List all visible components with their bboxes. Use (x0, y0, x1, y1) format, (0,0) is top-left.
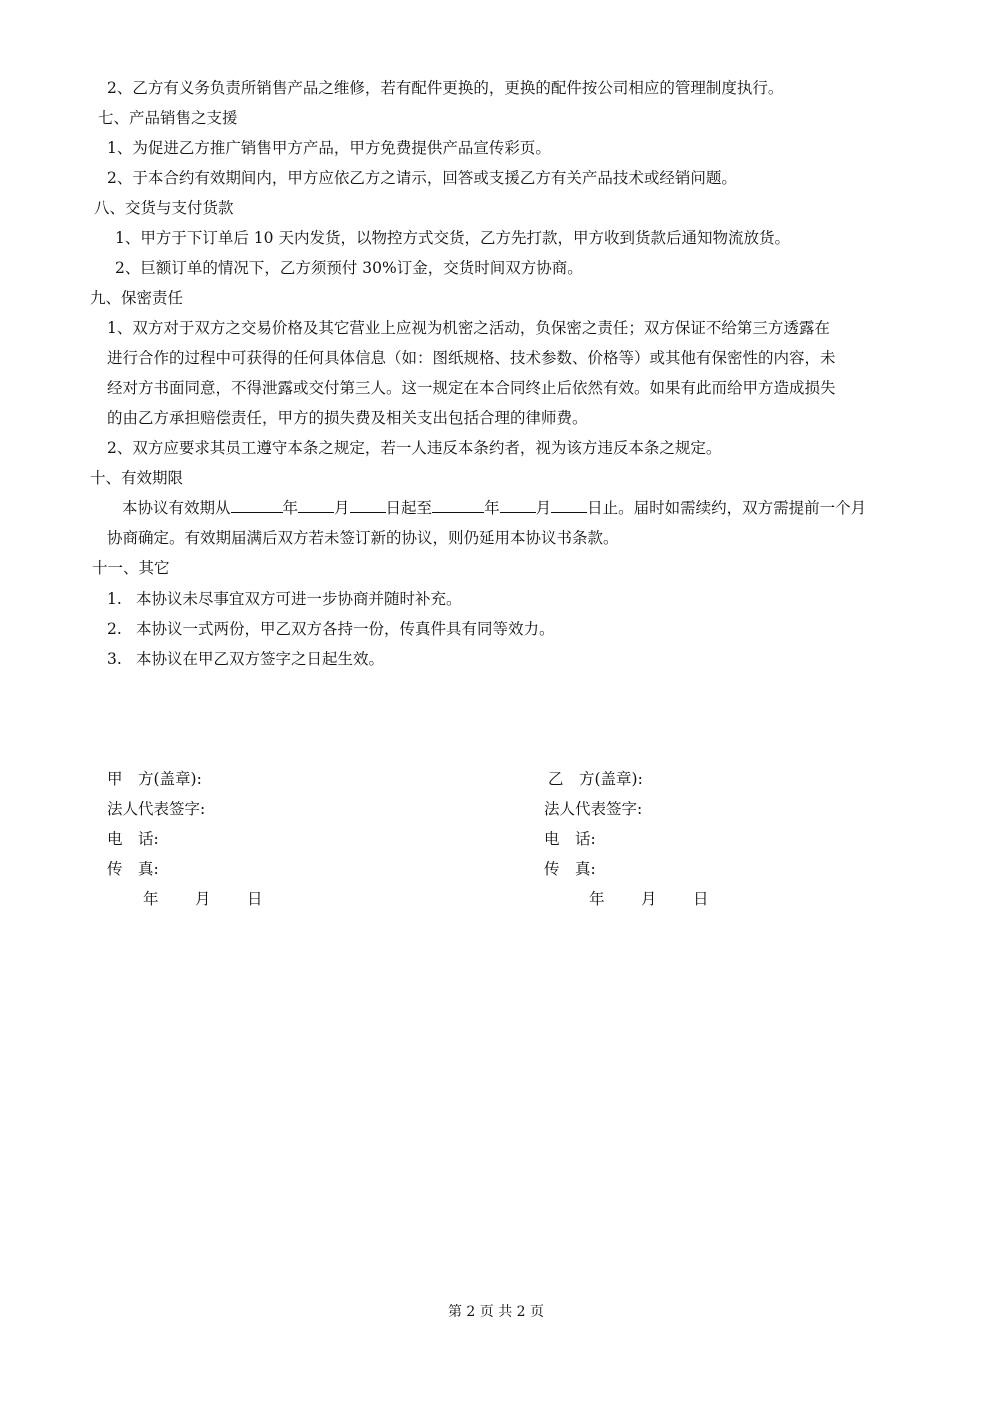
sec8-title: 八、交货与支付货款 (94, 199, 234, 217)
sec7-title: 七、产品销售之支援 (98, 109, 238, 127)
party-a-date-year: 年 (143, 890, 159, 908)
end-month-blank[interactable] (500, 498, 536, 513)
sec9-title: 九、保密责任 (90, 289, 184, 307)
party-b-date-month: 月 (641, 890, 657, 908)
sec10-year-label: 年 (282, 499, 299, 517)
party-a-rep-signature-field[interactable]: 法人代表签字: (107, 800, 206, 818)
sec11-item (107, 619, 555, 639)
sec9-item1-line4: 的由乙方承担赔偿责任，甲方的损失费及相关支出包括合理的律师费。 (107, 409, 588, 427)
end-day-blank[interactable] (551, 498, 587, 513)
party-b-phone-field[interactable]: 电 话: (544, 830, 596, 848)
sec10-term-line (122, 498, 866, 518)
sec7-item1: 1、为促进乙方推广销售甲方产品，甲方免费提供产品宣传彩页。 (107, 139, 551, 157)
sec11-item (107, 589, 462, 609)
party-b-date-day: 日 (693, 890, 709, 908)
sec11-item-text: 本协议未尽事宜双方可进一步协商并随时补充。 (136, 590, 462, 608)
sec9-item1-line1: 1、双方对于双方之交易价格及其它营业上应视为机密之活动，负保密之责任；双方保证不给第三方透露在 (107, 319, 830, 337)
sec11-item-text: 本协议一式两份，甲乙双方各持一份，传真件具有同等效力。 (136, 620, 555, 638)
sec10-year2-label: 年 (484, 499, 500, 517)
party-a-phone-field[interactable]: 电 话: (107, 830, 159, 848)
sec11-item-num: 1. (107, 590, 122, 608)
sec11-item (107, 649, 384, 669)
sec6-item2: 2、乙方有义务负责所销售产品之维修，若有配件更换的，更换的配件按公司相应的管理制度执行。 (107, 79, 784, 97)
start-month-blank[interactable] (298, 498, 334, 513)
party-a-seal-field[interactable]: 甲 方(盖章): (107, 770, 202, 788)
sec10-month-label: 月 (334, 499, 350, 517)
page-number: 第 2 页 共 2 页 (447, 1304, 545, 1320)
end-year-blank[interactable] (432, 498, 484, 513)
party-b-rep-signature-field[interactable]: 法人代表签字: (544, 800, 643, 818)
party-a-fax-field[interactable]: 传 真: (107, 860, 159, 878)
start-year-blank[interactable] (231, 498, 283, 513)
sec11-item-num: 3. (107, 650, 122, 668)
party-b-fax-field[interactable]: 传 真: (544, 860, 596, 878)
start-day-blank[interactable] (350, 498, 386, 513)
sec10-term-prefix: 本协议有效期从 (122, 499, 231, 517)
sec9-item2: 2、双方应要求其员工遵守本条之规定，若一人违反本条约者，视为该方违反本条之规定。 (107, 439, 722, 457)
sec10-day-from-label: 日起至 (385, 499, 433, 517)
sec8-item2: 2、巨额订单的情况下，乙方须预付 30%订金，交货时间双方协商。 (115, 259, 583, 277)
sec10-title: 十、有效期限 (90, 469, 184, 487)
sec11-title: 十一、其它 (92, 559, 170, 577)
sec10-month2-label: 月 (535, 499, 552, 517)
party-b-seal-field[interactable]: 乙 方(盖章): (548, 770, 643, 788)
party-a-date-month: 月 (195, 890, 211, 908)
sec7-item2: 2、于本合约有效期间内，甲方应依乙方之请示，回答或支援乙方有关产品技术或经销问题。 (107, 169, 737, 187)
sec11-item-num: 2. (107, 620, 122, 638)
sec11-item-text: 本协议在甲乙双方签字之日起生效。 (136, 650, 385, 668)
sec9-item1-line2: 进行合作的过程中可获得的任何具体信息（如：图纸规格、技术参数、价格等）或其他有保密性的内容，未 (107, 349, 836, 367)
party-a-date-day: 日 (247, 890, 263, 908)
sec9-item1-line3: 经对方书面同意，不得泄露或交付第三人。这一规定在本合同终止后依然有效。如果有此而给甲方造成损失 (107, 379, 836, 397)
party-b-date-year: 年 (589, 890, 605, 908)
sec10-term-suffix: 日止。届时如需续约，双方需提前一个月 (587, 499, 867, 517)
sec10-p2: 协商确定。有效期届满后双方若未签订新的协议，则仍延用本协议书条款。 (107, 529, 619, 547)
sec8-item1: 1、甲方于下订单后 10 天内发货，以物控方式交货，乙方先打款，甲方收到货款后通知物流放货。 (115, 229, 790, 247)
